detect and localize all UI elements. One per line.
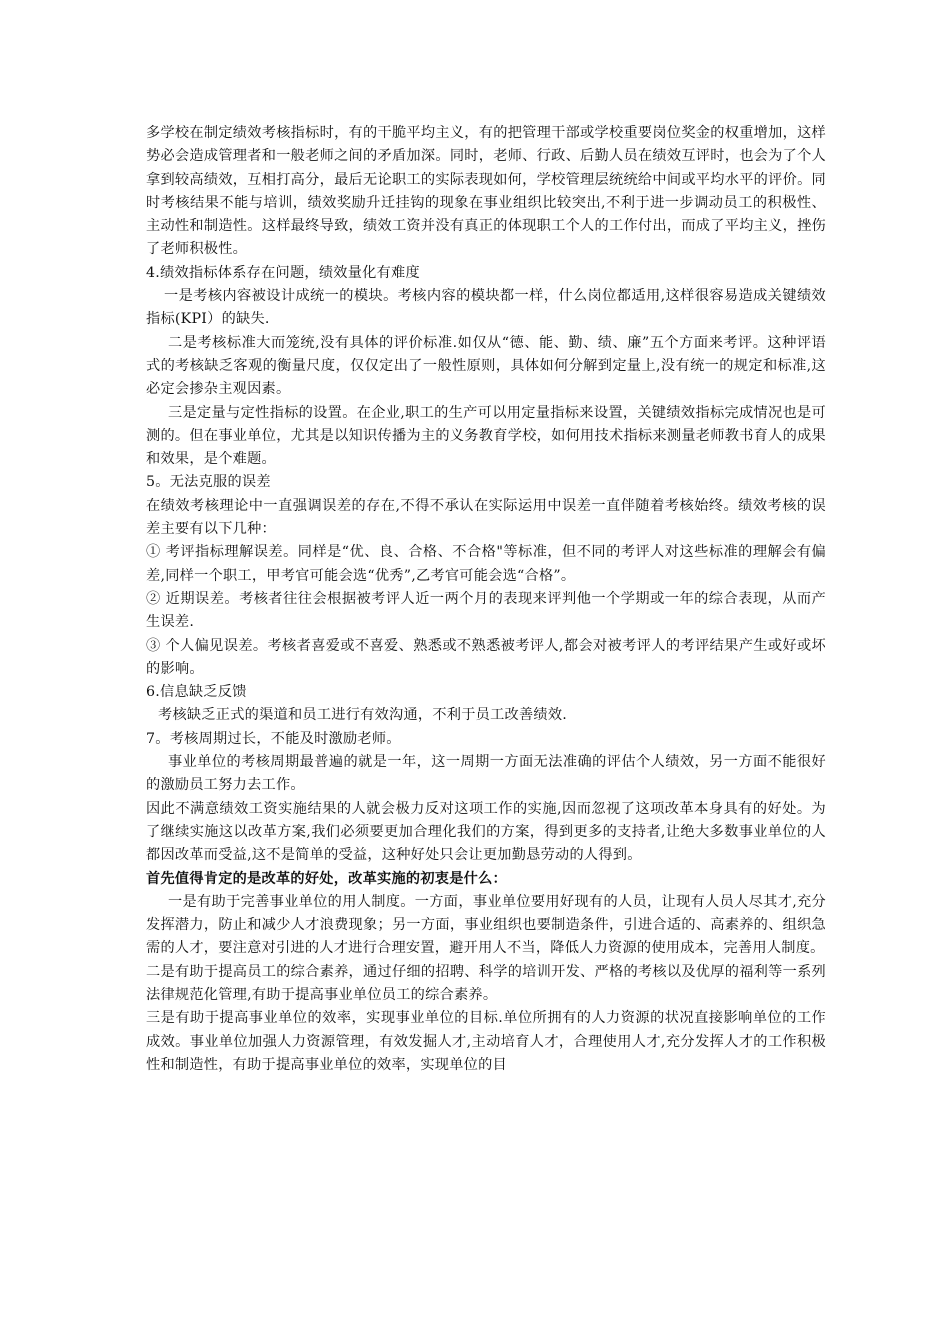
section-7-paragraph-2: 因此不满意绩效工资实施结果的人就会极力反对这项工作的实施,因而忽视了这项改革本身具有的好处。为了继续实施这以改革方案,我们必须要更加合理化我们的方案，得到更多的支持者,让绝大多数事业单位的人都因改革而受益,这不是简单的受益，这种好处只会让更加勤恳劳动的人得到。 (146, 800, 826, 864)
document-page (146, 122, 826, 1077)
section-5-heading: 5。无法克服的误差 (146, 474, 271, 491)
section-7-paragraph-1: 事业单位的考核周期最普遍的就是一年，这一周期一方面无法准确的评估个人绩效，另一方面不能很好的激励员工努力去工作。 (146, 754, 826, 794)
section-5-item-2: ② 近期误差。考核者往往会根据被考评人近一两个月的表现来评判他一个学期或一年的综合表现，从而产生误差. (146, 590, 826, 631)
section-5-intro: 在绩效考核理论中一直强调误差的存在,不得不承认在实际运用中误差一直伴随着考核始终。绩效考核的误差主要有以下几种： (146, 497, 826, 538)
section-5-item-3: ③ 个人偏见误差。考核者喜爱或不喜爱、熟悉或不熟悉被考评人,都会对被考评人的考评结果产生或好或坏的影响。 (146, 637, 826, 677)
benefit-2: 二是有助于提高员工的综合素养，通过仔细的招聘、科学的培训开发、严格的考核以及优厚的福利等一系列法律规范化管理,有助于提高事业单位员工的综合素养。 (146, 963, 826, 1003)
benefit-3: 三是有助于提高事业单位的效率，实现事业单位的目标.单位所拥有的人力资源的状况直接影响单位的工作成效。事业单位加强人力资源管理，有效发掘人才,主动培育人才，合理使用人才,充分发挥人才的工作积极性和制造性，有助于提高事业单位的效率，实现单位的目 (146, 1010, 826, 1073)
intro-paragraph: 多学校在制定绩效考核指标时，有的干脆平均主义，有的把管理干部或学校重要岗位奖金的权重增加，这样势必会造成管理者和一般老师之间的矛盾加深。同时，老师、行政、后勤人员在绩效互评时，也会为了个人拿到较高绩效，互相打高分，最后无论职工的实际表现如何，学校管理层统统给中间或平均水平的评价。同时考核结果不能与培训，绩效奖励升迁挂钩的现象在事业组织比较突出,不利于进一步调动员工的积极性、主动性和制造性。这样最终导致，绩效工资并没有真正的体现职工个人的工作付出，而成了平均主义，挫伤了老师积极性。 (146, 125, 826, 258)
section-5-item-1: ① 考评指标理解误差。同样是“优、良、合格、不合格"等标准，但不同的考评人对这些标准的理解会有偏差,同样一个职工，甲考官可能会选“优秀”,乙考官可能会选“合格”。 (146, 544, 826, 584)
benefit-1: 一是有助于完善事业单位的用人制度。一方面，事业单位要用好现有的人员，让现有人员人尽其才,充分发挥潜力，防止和减少人才浪费现象；另一方面，事业组织也要制造条件，引进合适的、高素养的、组织急需的人才，要注意对引进的人才进行合理安置，避开用人不当，降低人力资源的使用成本，完善用人制度。 (146, 893, 826, 957)
section-4-point-3: 三是定量与定性指标的设置。在企业,职工的生产可以用定量指标来设置，关键绩效指标完成情况也是可测的。但在事业单位，尤其是以知识传播为主的义务教育学校，如何用技术指标来测量老师教书育人的成果和效果，是个难题。 (146, 404, 826, 468)
section-6-paragraph: 考核缺乏正式的渠道和员工进行有效沟通，不利于员工改善绩效. (158, 707, 568, 724)
benefits-heading: 首先值得肯定的是改革的好处，改革实施的初衷是什么： (146, 870, 507, 887)
section-7-heading: 7。考核周期过长，不能及时激励老师。 (146, 730, 401, 747)
section-4-point-1: 一是考核内容被设计成统一的模块。考核内容的模块都一样，什么岗位都适用,这样很容易造成关键绩效指标(KPI）的缺失. (146, 288, 826, 328)
section-6-heading: 6.信息缺乏反馈 (146, 684, 247, 701)
section-4-heading: 4.绩效指标体系存在问题，绩效量化有难度 (146, 264, 420, 281)
section-4-point-2: 二是考核标准大而笼统,没有具体的评价标准.如仅从“德、能、勤、绩、廉”五个方面来考评。这种评语式的考核缺乏客观的衡量尺度，仅仅定出了一般性原则，具体如何分解到定量上,没有统一的规定和标准,这必定会掺杂主观因素。 (146, 334, 826, 398)
